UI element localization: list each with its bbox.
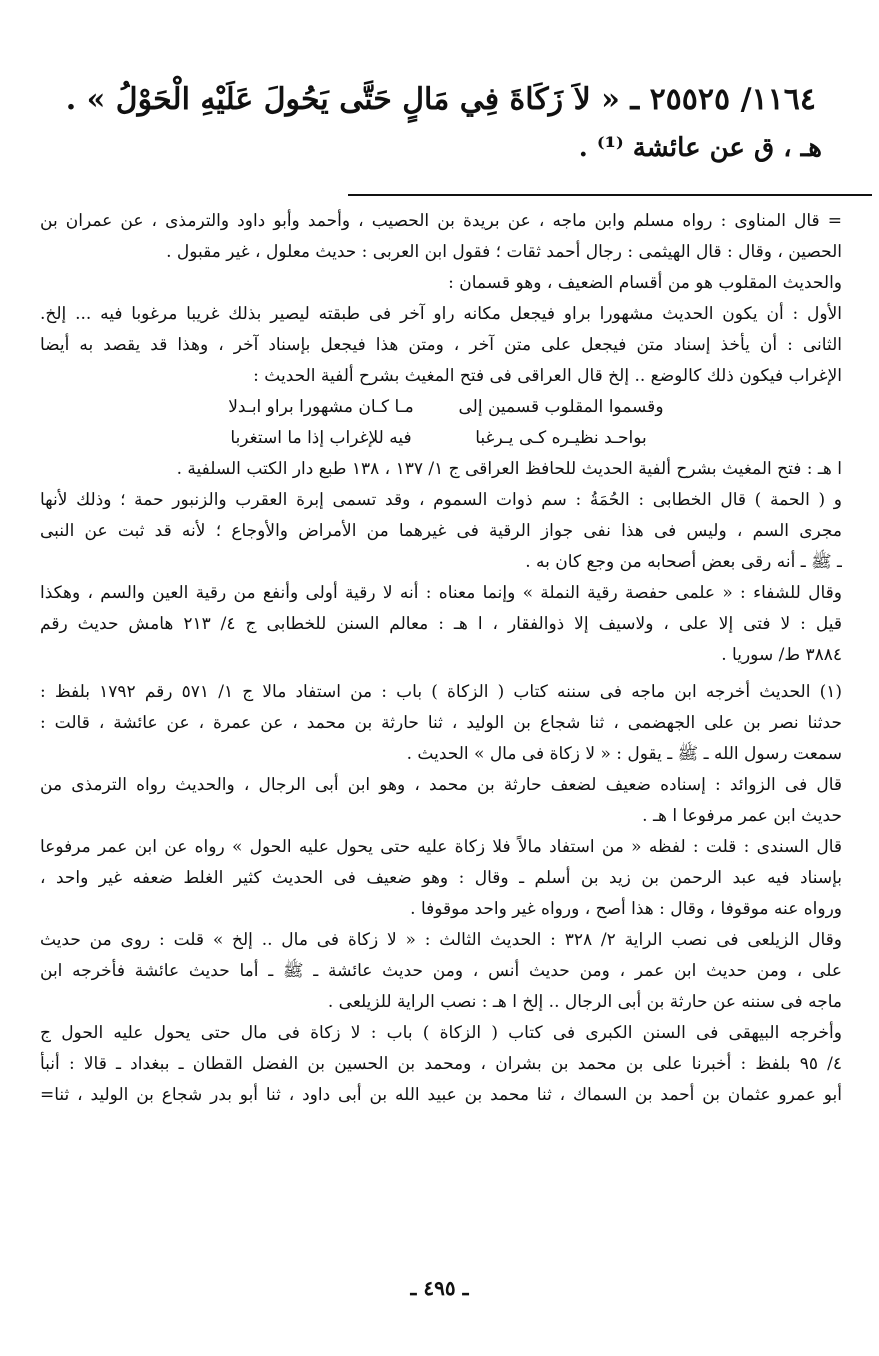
footnote-line: وأخرجه البيهقى فى السنن الكبرى فى كتاب ( الزكاة ) باب : لا زكاة فى مال حتى يحول عليه الحول ج — [40, 1023, 842, 1043]
footnote-line: قال السندى : قلت : لفظه « من استفاد مالاً فلا زكاة عليه حتى يحول عليه الحول » رواه عن ابن عمر مرفوعا — [40, 837, 842, 857]
page-number: ـ ٤٩٥ ـ — [410, 1276, 469, 1300]
footnote-line: ماجه فى سننه عن حارثة بن أبى الرجال .. إلخ ا هـ : نصب الراية للزيلعى . — [327, 992, 842, 1012]
poem-verse — [40, 392, 842, 423]
notes-line: = قال المناوى : رواه مسلم وابن ماجه ، عن بريدة بن الحصيب ، وأحمد وأبو داود والترمذى ، عن عمران بن — [40, 211, 842, 231]
notes-line: الإغراب فيكون ذلك كالوضع .. إلخ قال العراقى فى فتح المغيث بشرح ألفية الحديث : — [253, 366, 842, 386]
verse-first-hemistich: بواحـد نظيـره كـى يـرغبا — [475, 428, 647, 448]
footnote-line: وقال الزيلعى فى نصب الراية ٢/ ٣٢٨ : الحديث الثالث : « لا زكاة فى مال .. إلخ » قلت : روى من حديث — [40, 930, 842, 950]
footnote-line: حديث ابن عمر مرفوعا ا هـ . — [642, 806, 842, 826]
verse-second-hemistich: مـا كـان مشهورا براو ابـدلا — [228, 397, 414, 417]
notes-line: والحديث المقلوب هو من أقسام الضعيف ، وهو قسمان : — [448, 273, 842, 293]
notes-block — [40, 206, 842, 1111]
footnote-line: ٤/ ٩٥ بلفظ : أخبرنا على بن محمد بن بشران ، ومحمد بن الحسين بن الفضل القطان ـ ببغداد ـ قالا : أنبأ — [40, 1054, 842, 1074]
notes-line: ـ ﷺ ـ أنه رقى بعض أصحابه من وجع كان به . — [525, 552, 842, 572]
notes-line: الثانى : أن يأخذ إسناد متن فيجعل على متن آخر ، ومتن هذا فيجعل بإسناد آخر ، وهذا قد يقصد به أيضا — [40, 335, 842, 355]
verse-first-hemistich: وقسموا المقلوب قسمين إلى — [458, 397, 664, 417]
notes-line: الأول : أن يكون الحديث مشهورا براو فيجعل مكانه راو آخر فى طبقته ليصير بذلك غريبا مرغوبا فيه ... إلخ. — [40, 304, 842, 324]
footnote-line: سمعت رسول الله ـ ﷺ ـ يقول : « لا زكاة فى مال » الحديث . — [406, 744, 842, 764]
notes-line: و ( الحمة ) قال الخطابى : الحُمَةُ : سم ذوات السموم ، وقد تسمى إبرة العقرب والزنبور حمة ؛ وذلك لأنها — [40, 490, 842, 510]
notes-line: مجرى السم ، وليس فى هذا نفى جواز الرقية فى غيرهما من الأمراض والأوجاع ؛ لأنه قد ثبت عن النبى — [40, 521, 842, 541]
footnote-line: على ، ومن حديث ابن عمر ، ومن حديث أنس ، ومن حديث عائشة ـ ﷺ ـ أما حديث عائشة فأخرجه ابن — [40, 961, 842, 981]
notes-line: ا هـ : فتح المغيث بشرح ألفية الحديث للحافظ العراقى ج ١/ ١٣٧ ، ١٣٨ طبع دار الكتب السلفية . — [176, 459, 842, 479]
footnote-line: أبو عمرو عثمان بن أحمد بن السماك ، ثنا محمد بن عبيد الله بن أبى داود ، ثنا أبو بدر شجاع بن الوليد ، ثنا= — [40, 1085, 842, 1105]
poem-verse — [40, 423, 842, 454]
page — [40, 70, 842, 1105]
footnote-line: ورواه عنه موقوفا ، وقال : هذا أصح ، ورواه غير واحد موقوفا . — [410, 899, 842, 919]
verse-second-hemistich: فيه للإغراب إذا ما استغربا — [230, 428, 412, 448]
footnote-line: حدثنا نصر بن على الجهضمى ، ثنا شجاع بن الوليد ، ثنا حارثة بن محمد ، عن عمرة ، عن عائشة ، قالت : — [40, 713, 842, 733]
notes-line: الحصين ، وقال : قال الهيثمى : رجال أحمد ثقات ؛ فقول ابن العربى : حديث معلول ، غير مقبول . — [166, 242, 842, 262]
notes-line: وقال للشفاء : « علمى حفصة رقية النملة » وإنما معناه : أنه لا رقية أولى وأنفع من رقية العين والسم ، وهكذا — [40, 583, 842, 603]
footnote-line: قال فى الزوائد : إسناده ضعيف لضعف حارثة بن محمد ، وهو ابن أبى الرجال ، والحديث رواه الترمذى من — [40, 775, 842, 795]
footnote-line: (١) الحديث أخرجه ابن ماجه فى سننه كتاب ( الزكاة ) باب : من استفاد مالا ج ١/ ٥٧١ رقم ١٧٩٢ بلفظ : — [40, 682, 842, 702]
footnote-line: بإسناد فيه عبد الرحمن بن زيد بن أسلم ـ وقال : وهو ضعيف فى الحديث كثير الغلط ضعفه غير واحد ، — [40, 868, 842, 888]
footnote-separator — [348, 194, 872, 196]
notes-line: قيل : لا فتى إلا على ، ولاسيف إلا ذوالفقار ، ا هـ : معالم السنن للخطابى ج ٤/ ٢١٣ هامش حديث رقم — [40, 614, 842, 634]
hadith-source: هـ ، ق عن عائشة ⁽¹⁾ . — [578, 133, 822, 163]
hadith-title: ١١٦٤/ ٢٥٥٢٥ ـ « لاَ زَكَاةَ فِي مَالٍ حَتَّى يَحُولَ عَلَيْهِ الْحَوْلُ » . — [65, 82, 816, 117]
notes-line: ٣٨٨٤ ط/ سوريا . — [721, 645, 842, 665]
